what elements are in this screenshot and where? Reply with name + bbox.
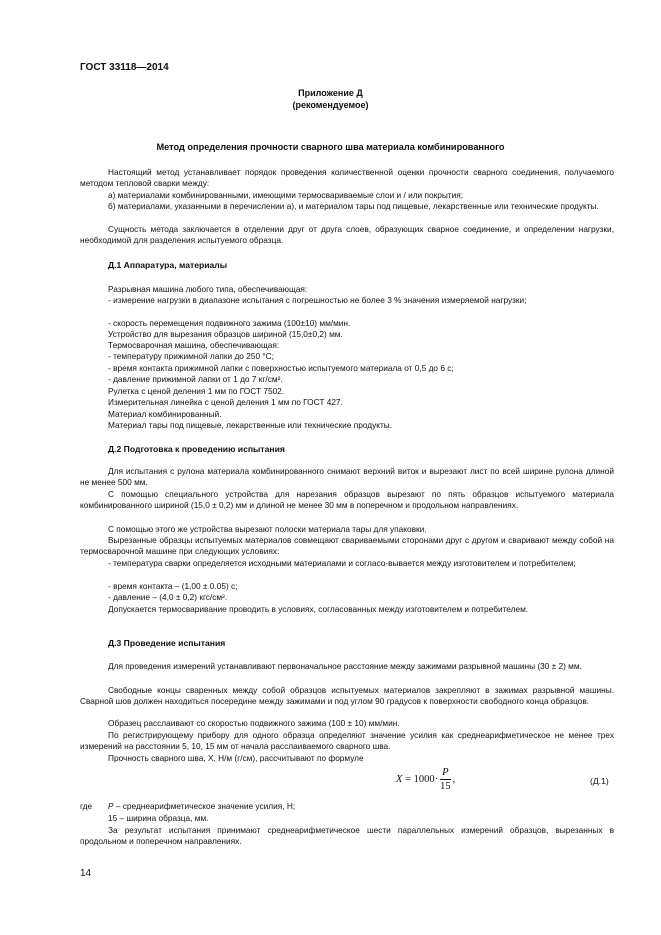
d3-item: Свободные концы сваренных между собой образцов испытуемых материалов закрепляют в зажимах разрывной машины. Сварной шов должен находиться посередине между зажимами и под углом 90 градусов к поверхности свободного конца образцов. [80, 685, 614, 707]
conclusion-paragraph: За результат испытания принимают среднеарифметическое шести параллельных измерений образцов, вырезанных в продольном и поперечном направлениях. [80, 825, 614, 847]
d1-item: Материал тары под пищевые, лекарственные или технические продукты. [108, 420, 393, 430]
where-p-symbol: P [108, 801, 114, 811]
d1-item: Термосварочная машина, обеспечивающая: [108, 340, 280, 350]
where-p-definition [108, 801, 614, 812]
d3-item: Прочность сварного шва, X, Н/м (г/см), рассчитывают по формуле [108, 753, 364, 763]
d2-item: - время контакта – (1,00 ± 0.05) с; [108, 581, 238, 591]
d1-item: - измерение нагрузки в диапазоне испытания с погрешностью не более 3 % значения измеряемой нагрузки; [108, 295, 527, 305]
d3-item: Образец расслаивают со скоростью подвижного зажима (100 ± 10) мм/мин. [108, 718, 400, 728]
d1-item: - температуру прижимной лапки до 250 °С; [108, 351, 274, 361]
section-heading-d3: Д.3 Проведение испытания [108, 638, 226, 648]
d2-item: Вырезанные образцы испытуемых материалов совмещают свариваемыми сторонами друг с другом и сваривают между собой на термосварочной машине при следующих условиях: [80, 535, 614, 557]
annex-title: Приложение Д [298, 88, 363, 98]
section-heading-d1: Д.1 Аппаратура, материалы [108, 260, 228, 270]
d3-item: Для проведения измерений устанавливают первоначальное расстояние между зажимами разрывной машины (30 ± 2) мм. [108, 661, 582, 671]
method-title: Метод определения прочности сварного шва материала комбинированного [156, 142, 505, 152]
d1-item: Разрывная машина любого типа, обеспечивающая: [108, 284, 308, 294]
where-p-text: – среднеарифметическое значение усилия, Н; [113, 801, 296, 811]
intro-item-b: б) материалами, указанными в перечислении а), и материалом тары под пищевые, лекарственные или технические продукты. [108, 201, 599, 211]
d2-item: С помощью специального устройства для нарезания образцов вырезают по пять образцов испытуемого материала комбинированного шириной (15,0 ± 0,2) мм и длиной не менее 30 мм в поперечном и продольном направлениях. [80, 489, 614, 511]
formula-number: (Д.1) [590, 776, 609, 786]
d2-item: Для испытания с рулона материала комбинированного снимают верхний виток и вырезают лист по всей ширине рулона длиной не менее 500 мм. [80, 466, 614, 488]
d1-item: - давление прижимной лапки от 1 до 7 кг/см². [108, 374, 283, 384]
formula-denominator: 15 [440, 781, 451, 792]
formula-fraction [440, 766, 451, 793]
d1-item: Рулетка с ценой деления 1 мм по ГОСТ 7502. [108, 386, 285, 396]
formula-coef: 1000 [413, 773, 435, 785]
annex-note: (рекомендуемое) [292, 100, 369, 110]
intro-essence: Сущность метода заключается в отделении друг от друга слоев, образующих сварное соединение, и определении нагрузки, необходимой для разделения испытуемого образца. [80, 224, 614, 246]
d1-item: - время контакта прижимной лапки с поверхностью испытуемого материала от 0,5 до 6 с; [108, 363, 454, 373]
intro-item-a: а) материалами комбинированными, имеющими термосвариваемые слои и / или покрытия; [108, 190, 464, 200]
d1-item: Устройство для вырезания образцов шириной (15,0±0,2) мм. [108, 329, 343, 339]
standard-header: ГОСТ 33118—2014 [80, 62, 169, 73]
section-heading-d2: Д.2 Подготовка к проведению испытания [108, 444, 285, 454]
where-label: где [80, 801, 93, 811]
formula-numerator: P [440, 766, 451, 780]
d3-item: По регистрирующему прибору для одного образца определяют значение усилия как среднеарифметическое не менее трех измерений на расстоянии 5, 10, 15 мм от начала расслаиваемого сварного шва. [80, 730, 614, 752]
d2-item: - температура сварки определяется исходными материалами и согласо-вывается между изготовителем и потребителем; [108, 558, 576, 568]
d2-item: Допускается термосваривание проводить в условиях, согласованных между изготовителем и потребителем. [108, 604, 529, 614]
formula-d1 [396, 766, 455, 793]
formula-lhs: X [396, 773, 403, 785]
where-width-definition: 15 – ширина образца, мм. [108, 813, 209, 823]
formula-equals: = [405, 773, 411, 785]
d2-item: С помощью этого же устройства вырезают полоски материала тары для упаковки. [108, 524, 427, 534]
formula-dot: · [434, 773, 439, 785]
d1-item: - скорость перемещения подвижного зажима (100±10) мм/мин. [108, 318, 351, 328]
d1-item: Измерительная линейка с ценой деления 1 мм по ГОСТ 427. [108, 397, 343, 407]
page-number: 14 [80, 868, 92, 879]
intro-paragraph: Настоящий метод устанавливает порядок проведения количественной оценки прочности сварного соединения, получаемого методом тепловой сварки между: [80, 167, 614, 189]
formula-tail: , [452, 773, 456, 785]
d1-item: Материал комбинированный. [108, 409, 222, 419]
d2-item: - давление – (4,0 ± 0,2) кгс/см². [108, 592, 228, 602]
